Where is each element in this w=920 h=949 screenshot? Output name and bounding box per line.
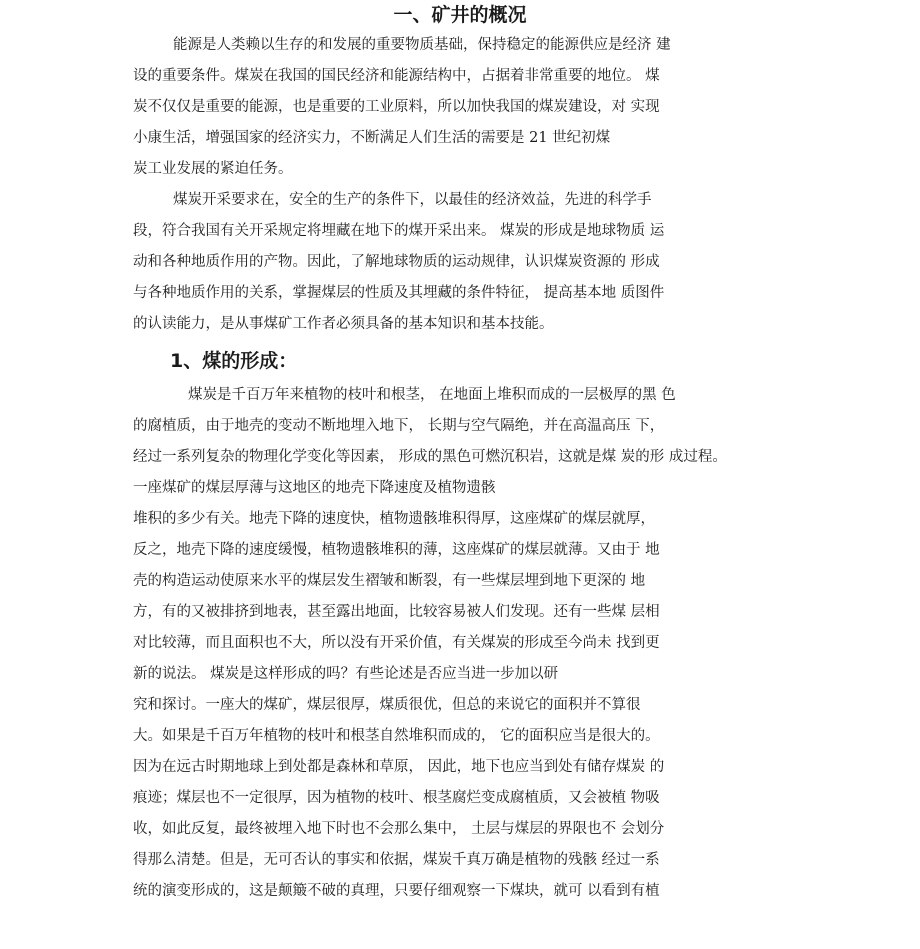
- paragraph-line: 小康生活，增强国家的经济实力，不断满足人们生活的需要是 21 世纪初煤: [133, 130, 611, 146]
- paragraph-line: 痕迹；煤层也不一定很厚，因为植物的枝叶、根茎腐烂变成腐植质，又会被植 物吸: [133, 790, 660, 806]
- paragraph-line: 方，有的又被排挤到地表，甚至露出地面，比较容易被人们发现。还有一些煤 层相: [133, 604, 660, 620]
- paragraph-line: 究和探讨。一座大的煤矿，煤层很厚，煤质很优，但总的来说它的面积并不算很: [133, 697, 641, 713]
- paragraph-line: 收，如此反复，最终被埋入地下时也不会那么集中， 土层与煤层的界限也不 会划分: [133, 821, 665, 837]
- paragraph-line: 的认读能力，是从事煤矿工作者必须具备的基本知识和基本技能。: [133, 316, 554, 332]
- document-title: 一、矿井的概况: [393, 4, 527, 26]
- paragraph-line: 能源是人类赖以生存的和发展的重要物质基础，保持稳定的能源供应是经济 建: [173, 37, 671, 53]
- paragraph-line: 因为在远古时期地球上到处都是森林和草原， 因此，地下也应当到处有储存煤炭 的: [133, 759, 665, 775]
- paragraph-line: 炭工业发展的紧迫任务。: [133, 161, 293, 177]
- paragraph-line: 对比较薄，而且面积也不大，所以没有开采价值，有关煤炭的形成至今尚未 找到更: [133, 635, 660, 651]
- paragraph-line: 得那么清楚。但是，无可否认的事实和依据，煤炭千真万确是植物的残骸 经过一系: [133, 852, 660, 868]
- paragraph-line: 设的重要条件。煤炭在我国的国民经济和能源结构中，占据着非常重要的地位。 煤: [133, 68, 660, 84]
- paragraph-line: 一座煤矿的煤层厚薄与这地区的地壳下降速度及植物遗骸: [133, 480, 496, 496]
- paragraph-line: 新的说法。 煤炭是这样形成的吗？有些论述是否应当进一步加以研: [133, 666, 559, 682]
- paragraph-line: 壳的构造运动使原来水平的煤层发生褶皱和断裂，有一些煤层埋到地下更深的 地: [133, 573, 646, 589]
- paragraph-line: 统的演变形成的，这是颠簸不破的真理，只要仔细观察一下煤块，就可 以看到有植: [133, 883, 660, 899]
- section-heading: 1、煤的形成：: [170, 350, 298, 372]
- paragraph-line: 大。如果是千百万年植物的枝叶和根茎自然堆积而成的， 它的面积应当是很大的。: [133, 728, 660, 744]
- paragraph-line: 与各种地质作用的关系，掌握煤层的性质及其埋藏的条件特征， 提高基本地 质图件: [133, 285, 665, 301]
- paragraph-line: 堆积的多少有关。地壳下降的速度快，植物遗骸堆积得厚，这座煤矿的煤层就厚，: [133, 511, 655, 527]
- paragraph-line: 的腐植质，由于地壳的变动不断地埋入地下， 长期与空气隔绝，并在高温高压 下，: [133, 418, 665, 434]
- paragraph-line: 煤炭是千百万年来植物的枝叶和根茎， 在地面上堆积而成的一层极厚的黑 色: [188, 387, 676, 403]
- paragraph-line: 反之，地壳下降的速度缓慢，植物遗骸堆积的薄，这座煤矿的煤层就薄。又由于 地: [133, 542, 660, 558]
- paragraph-line: 炭不仅仅是重要的能源，也是重要的工业原料，所以加快我国的煤炭建设，对 实现: [133, 99, 660, 115]
- paragraph-line: 段，符合我国有关开采规定将埋藏在地下的煤开采出来。 煤炭的形成是地球物质 运: [133, 223, 665, 239]
- paragraph-line: 煤炭开采要求在，安全的生产的条件下，以最佳的经济效益，先进的科学手: [173, 192, 652, 208]
- paragraph-line: 动和各种地质作用的产物。因此，了解地球物质的运动规律，认识煤炭资源的 形成: [133, 254, 660, 270]
- paragraph-line: 经过一系列复杂的物理化学变化等因素， 形成的黑色可燃沉积岩，这就是煤 炭的形 成过程。: [133, 449, 727, 465]
